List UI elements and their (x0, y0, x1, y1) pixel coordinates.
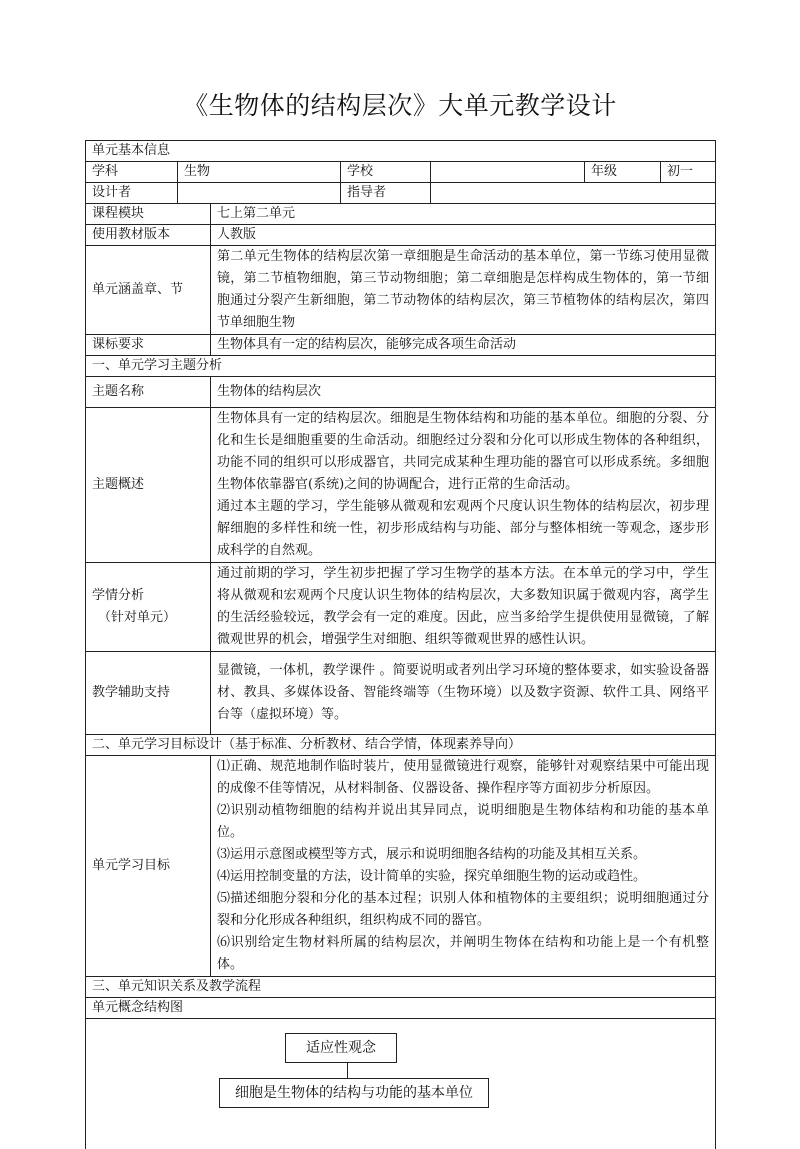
learner-value: 通过前期的学习，学生初步把握了学习生物学的基本方法。在本单元的学习中，学生将从微观和宏观两个尺度认识生物体的结构层次，大多数知识属于微观内容，离学生的生活经验较远，教学会有一定的难度。因此，应当多给学生提供使用显微镜，了解微观世界的机会，增强学生对细胞、组织等微观世界的感性认识。 (217, 566, 709, 647)
module-value: 七上第二单元 (217, 206, 296, 221)
goal-item: ⑸描述细胞分裂和分化的基本过程；识别人体和植物体的主要组织；说明细胞通过分裂和分化形成各种组织，组织构成不同的器官。 (217, 891, 709, 928)
school-label: 学校 (341, 162, 431, 182)
concept-map-label: 单元概念结构图 (92, 1000, 184, 1015)
subject-label: 学科 (86, 162, 178, 182)
table-row (85, 735, 716, 756)
table-row (85, 162, 716, 183)
section-heading: 一、单元学习主题分析 (92, 358, 223, 373)
concept-node-adaptation: 适应性观念 (285, 1033, 397, 1063)
design-table (85, 140, 716, 1149)
edition-label: 使用教材版本 (86, 225, 211, 245)
table-row (85, 977, 716, 998)
chapters-value: 第二单元生物体的结构层次第一章细胞是生命活动的基本单位，第一节练习使用显微镜，第二节植物细胞，第三节动物细胞；第二章细胞是怎样构成生物体的，第一节细胞通过分裂产生新细胞，第二节动物体的结构层次，第三节植物体的结构层次，第四节单细胞生物 (217, 249, 709, 330)
table-row (85, 183, 716, 204)
table-row (85, 246, 716, 335)
goal-item: ⑵识别动植物细胞的结构并说出其异同点，说明细胞是生物体结构和功能的基本单位。 (217, 803, 709, 840)
subject-value: 生物 (178, 162, 341, 182)
school-value (431, 162, 585, 182)
overview-label: 主题概述 (86, 408, 211, 562)
designer-label: 设计者 (86, 183, 178, 203)
advisor-label: 指导者 (341, 183, 431, 203)
learner-label (86, 563, 211, 651)
concept-map (85, 1019, 716, 1149)
overview-content (211, 408, 715, 562)
table-row (85, 756, 716, 977)
table-row (85, 204, 716, 225)
advisor-value (431, 183, 715, 203)
goals-list (211, 756, 715, 976)
theme-name-label: 主题名称 (86, 377, 211, 407)
standard-value: 生物体具有一定的结构层次，能够完成各项生命活动 (217, 337, 517, 352)
table-row (85, 377, 716, 408)
learner-label-line: 学情分析 (92, 588, 145, 603)
goal-item: ⑶运用示意图或模型等方式，展示和说明细胞各结构的功能及其相互关系。 (217, 847, 647, 862)
support-value: 显微镜，一体机，教学课件 。简要说明或者列出学习环境的整体要求，如实验设备器材、教具、多媒体设备、智能终端等（生物环境）以及数字资源、软件工具、网络平台等（虚拟环境）等。 (217, 663, 709, 722)
goal-item: ⑴正确、规范地制作临时装片，使用显微镜进行观察，能够针对观察结果中可能出现的成像不佳等情况，从材料制备、仪器设备、操作程序等方面初步分析原因。 (217, 759, 709, 796)
page-title: 《生物体的结构层次》大单元教学设计 (183, 91, 617, 120)
table-row (85, 652, 716, 735)
section-heading: 单元基本信息 (92, 143, 171, 158)
table-row (85, 140, 716, 162)
grade-label: 年级 (585, 162, 661, 182)
table-row (85, 408, 716, 563)
table-row (85, 356, 716, 377)
support-label: 教学辅助支持 (86, 652, 211, 734)
standard-label: 课标要求 (86, 335, 211, 355)
concept-node-cell-unit: 细胞是生物体的结构与功能的基本单位 (219, 1078, 489, 1108)
table-row (85, 335, 716, 356)
goal-item: ⑷运用控制变量的方法，设计简单的实验，探究单细胞生物的运动或趋性。 (217, 869, 647, 884)
table-row (85, 563, 716, 652)
designer-value (178, 183, 341, 203)
section-heading: 三、单元知识关系及教学流程 (92, 979, 262, 994)
section-heading: 二、单元学习目标设计（基于标准、分析教材、结合学情，体现素养导向） (92, 737, 522, 752)
overview-paragraph: 生物体具有一定的结构层次。细胞是生物体结构和功能的基本单位。细胞的分裂、分化和生长是细胞重要的生命活动。细胞经过分裂和分化可以形成生物体的各种组织，功能不同的组织可以形成器官，共同完成某种生理功能的器官可以形成系统。多细胞生物体依靠器官(系统)之间的协调配合，进行正常的生命活动。 (217, 411, 709, 492)
goals-label: 单元学习目标 (86, 756, 211, 976)
learner-label-line: （针对单元） (98, 610, 177, 625)
edition-value: 人教版 (217, 227, 257, 242)
table-row (85, 998, 716, 1019)
theme-name-value: 生物体的结构层次 (217, 384, 322, 399)
module-label: 课程模块 (86, 204, 211, 224)
chapters-label: 单元涵盖章、节 (86, 246, 211, 334)
grade-value: 初一 (667, 164, 694, 179)
connector-line (347, 1062, 348, 1078)
overview-paragraph: 通过本主题的学习，学生能够从微观和宏观两个尺度认识生物体的结构层次，初步理解细胞的多样性和统一性，初步形成结构与功能、部分与整体相统一等观念，逐步形成科学的自然观。 (217, 499, 709, 558)
table-row (85, 225, 716, 246)
goal-item: ⑹识别给定生物材料所属的结构层次，并阐明生物体在结构和功能上是一个有机整体。 (217, 935, 709, 972)
